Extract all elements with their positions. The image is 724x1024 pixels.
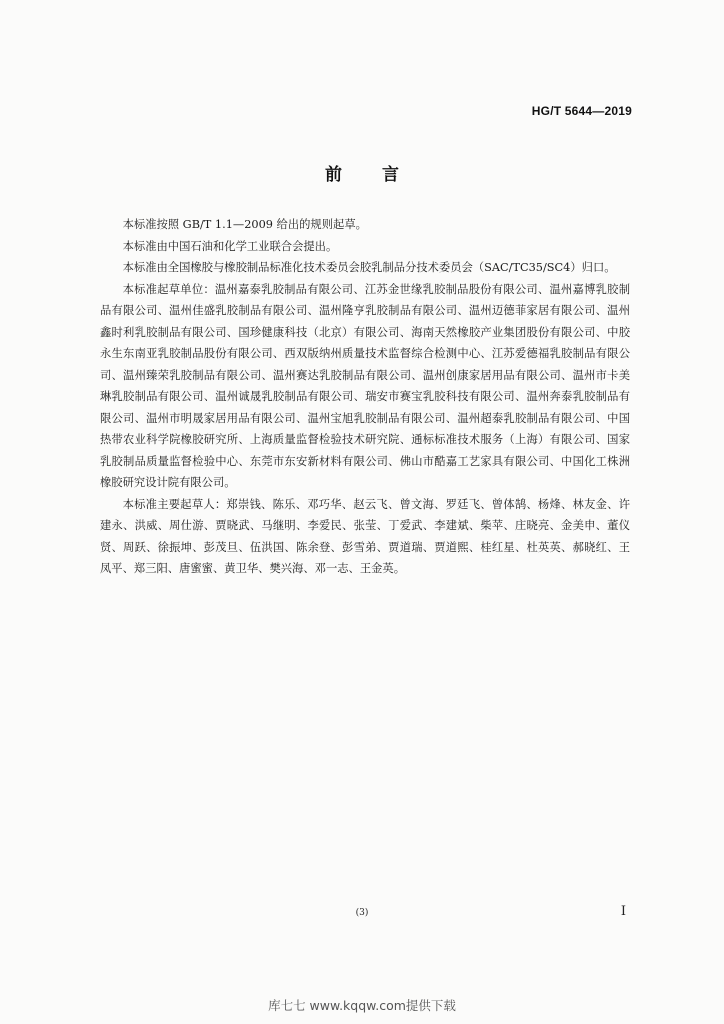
paragraph-proposer: 本标准由中国石油和化学工业联合会提出。 bbox=[122, 239, 338, 253]
standard-code: HG/T 5644—2019 bbox=[531, 104, 632, 118]
page-number: I bbox=[620, 904, 626, 919]
paragraph-drafting-rules: 本标准按照 GB/T 1.1—2009 给出的规则起草。 bbox=[122, 218, 367, 231]
paragraph-committee: 本标准由全国橡胶与橡胶制品标准化技术委员会胶乳制品分技术委员会（SAC/TC35/SC4）归口。 bbox=[122, 261, 616, 274]
page-title: 前言 bbox=[325, 165, 439, 185]
paragraph-drafters: 本标准主要起草人：郑崇钱、陈乐、邓巧华、赵云飞、曾文海、罗廷飞、曾体鹄、杨烽、林友金、许建永、洪威、周仕游、贾晓武、马继明、李爱民、张莹、丁爱武、李建斌、柴苹、庄晓亮、金美申、董仪贤、周跃、徐振坤、彭茂旦、伍洪国、陈余登、彭雪弟、贾道瑞、贾道熙、桂红星、杜英英、郝晓红、王凤平、郑三阳、唐蜜蜜、黄卫华、樊兴海、邓一志、王金英。 bbox=[100, 497, 630, 575]
foreword-body bbox=[100, 214, 630, 580]
paragraph-drafting-units: 本标准起草单位：温州嘉泰乳胶制品有限公司、江苏金世缘乳胶制品股份有限公司、温州嘉博乳胶制品有限公司、温州佳盛乳胶制品有限公司、温州隆亨乳胶制品有限公司、温州迈德菲家居有限公司、温州鑫时利乳胶制品有限公司、国珍健康科技（北京）有限公司、海南天然橡胶产业集团股份有限公司、中胶永生东南亚乳胶制品股份有限公司、西双版纳州质量技术监督综合检测中心、江苏爱德福乳胶制品有限公司、温州臻荣乳胶制品有限公司、温州赛达乳胶制品有限公司、温州创康家居用品有限公司、温州市卡美琳乳胶制品有限公司、温州诚晟乳胶制品有限公司、瑞安市赛宝乳胶科技有限公司、温州奔泰乳胶制品有限公司、温州市明晟家居用品有限公司、温州宝旭乳胶制品有限公司、温州超泰乳胶制品有限公司、中国热带农业科学院橡胶研究所、上海质量监督检验技术研究院、通标标准技术服务（上海）有限公司、国家乳胶制品质量监督检验中心、东莞市东安新材料有限公司、佛山市酷嘉工艺家具有限公司、中国化工株洲橡胶研究设计院有限公司。 bbox=[100, 282, 630, 489]
download-watermark: 库七七 www.kqqw.com提供下载 bbox=[268, 998, 456, 1013]
page-code: (3) bbox=[355, 908, 369, 918]
